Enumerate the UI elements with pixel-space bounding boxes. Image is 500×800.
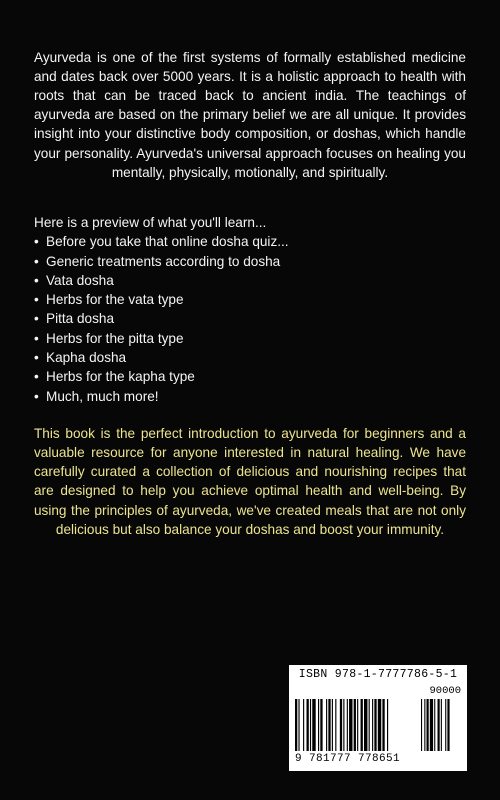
barcode-bar: [364, 699, 367, 751]
preview-list: [34, 232, 466, 406]
list-item: • Generic treatments according to dosha: [34, 252, 466, 271]
barcode-bar: [382, 699, 384, 751]
barcode-bar: [357, 699, 358, 751]
intro-paragraph: Ayurveda is one of the first systems of formally established medicine and dates back over 5000 years. It is a holistic approach to health with roots that can be traced back to ancient india. The teachings of ayurveda are based on the primary belief we are all unique. It provides insight into your distinctive body composition, or doshas, which handle your personality. Ayurveda's universal approach focuses on healing you mentally, physically, motionally, and spiritually.: [34, 49, 466, 180]
barcode-bar: [332, 699, 333, 751]
isbn-number: ISBN 978-1-7777786-5-1: [298, 668, 458, 681]
list-item: • Herbs for the vata type: [34, 290, 466, 309]
barcode-addon-bar: [434, 699, 435, 751]
list-item: • Much, much more!: [34, 387, 466, 406]
barcode-bar: [326, 699, 327, 751]
preview-heading: Here is a preview of what you'll learn...: [34, 215, 267, 230]
isbn-barcode: [289, 665, 467, 771]
preview-section: [34, 213, 466, 406]
barcode-addon-bar: [441, 699, 442, 751]
barcode-addon-bar: [427, 699, 429, 751]
barcode-bar: [347, 699, 348, 751]
barcode-bar: [340, 699, 342, 751]
barcode-bar: [310, 699, 311, 751]
barcode-bar: [354, 699, 356, 751]
barcode-bar: [372, 699, 373, 751]
barcode-bar: [303, 699, 304, 751]
barcode-bar: [374, 699, 376, 751]
barcode-addon-bar: [447, 699, 449, 751]
list-item: • Before you take that online dosha quiz...: [34, 232, 466, 251]
barcode-bar: [361, 699, 363, 751]
barcode-addon-bar: [424, 699, 425, 751]
barcode-bar: [312, 699, 315, 751]
list-item: • Kapha dosha: [34, 348, 466, 367]
barcode-bar: [335, 699, 336, 751]
barcode-bar: [307, 699, 309, 751]
barcode-bar: [295, 699, 297, 751]
barcode-digits: 9 781777 778651: [295, 753, 401, 765]
price-code: 90000: [429, 685, 461, 697]
barcode-bar: [369, 699, 370, 751]
barcode-bar: [343, 699, 344, 751]
barcode-addon-bar: [421, 699, 422, 751]
barcode-bar: [349, 699, 352, 751]
barcode-bar: [328, 699, 330, 751]
barcode-bar: [387, 699, 388, 751]
barcode-bar: [378, 699, 381, 751]
list-item: • Herbs for the kapha type: [34, 367, 466, 386]
barcode-addon-bar: [430, 699, 433, 751]
barcode-bar: [318, 699, 319, 751]
barcode-bar: [320, 699, 322, 751]
list-item: • Herbs for the pitta type: [34, 329, 466, 348]
promo-paragraph: This book is the perfect introduction to ayurveda for beginners and a valuable resource for anyone interested in natural healing. We have carefully curated a collection of delicious and nourishing recipes that are designed to help you achieve optimal health and well-being. By using the principles of ayurveda, we've created meals that are not only delicious but also balance your doshas and boost your immunity.: [34, 425, 466, 538]
list-item: • Pitta dosha: [34, 309, 466, 328]
list-item: • Vata dosha: [34, 271, 466, 290]
barcode-addon-bar: [438, 699, 440, 751]
barcode-bar: [298, 699, 299, 751]
barcode-addon-bar: [445, 699, 446, 751]
